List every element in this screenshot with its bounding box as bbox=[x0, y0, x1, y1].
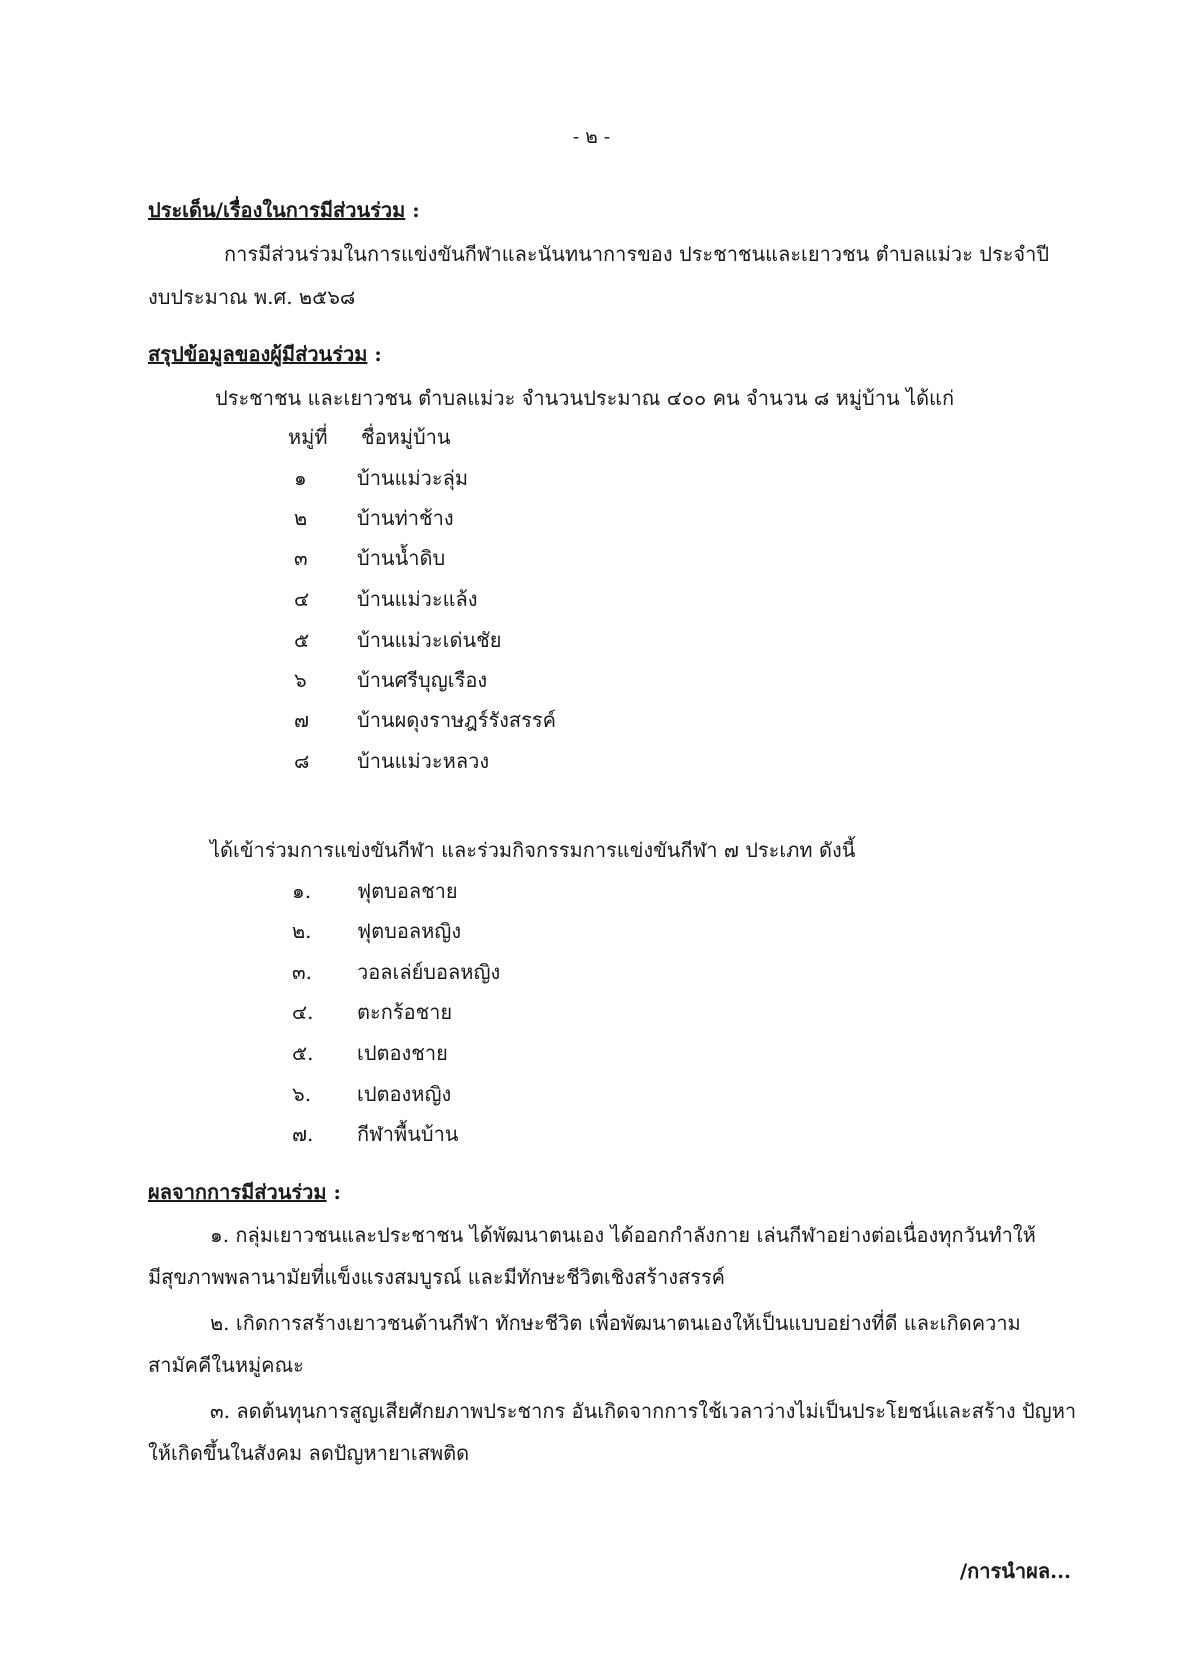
sport-no: ๔. bbox=[292, 1000, 314, 1024]
continuation-footer: /การนำผล... bbox=[959, 1559, 1071, 1583]
village-no: ๕ bbox=[294, 628, 310, 652]
result-item-line1: ๓. ลดต้นทุนการสูญเสียศักยภาพประชากร อันเกิดจากการใช้เวลาว่างไม่เป็นประโยชน์และสร้าง ปัญหา bbox=[210, 1399, 1077, 1423]
sports-intro: ได้เข้าร่วมการแข่งขันกีฬา และร่วมกิจกรรมการแข่งขันกีฬา ๗ ประเภท ดังนี้ bbox=[210, 838, 856, 862]
section2-heading-colon: : bbox=[367, 342, 382, 366]
sport-no: ๖. bbox=[292, 1082, 312, 1106]
sport-name: ฟุตบอลหญิง bbox=[357, 919, 462, 943]
village-name: บ้านผดุงราษฎร์รังสรรค์ bbox=[357, 708, 556, 732]
village-name: บ้านท่าช้าง bbox=[357, 506, 454, 530]
village-name: บ้านแม่วะลุ่ม bbox=[357, 466, 469, 490]
result-item-line1: ๑. กลุ่มเยาวชนและประชาชน ได้พัฒนาตนเอง ได้ออกกำลังกาย เล่นกีฬาอย่างต่อเนื่องทุกวันทำให้ bbox=[210, 1223, 1036, 1247]
village-no: ๗ bbox=[294, 708, 310, 732]
village-no: ๒ bbox=[294, 506, 308, 530]
sport-no: ๑. bbox=[292, 879, 312, 903]
section3-heading: ผลจากการมีส่วนร่วม bbox=[148, 1180, 327, 1204]
result-item-line2: สามัคคีในหมู่คณะ bbox=[148, 1353, 304, 1377]
village-col-name: ชื่อหมู่บ้าน bbox=[361, 425, 451, 449]
village-name: บ้านน้ำดิบ bbox=[357, 546, 446, 570]
village-no: ๓ bbox=[294, 546, 308, 570]
section1-line1: การมีส่วนร่วมในการแข่งขันกีฬาและนันทนาการของ ประชาชนและเยาวชน ตำบลแม่วะ ประจำปี bbox=[224, 242, 1050, 266]
section1-heading: ประเด็น/เรื่องในการมีส่วนร่วม bbox=[148, 198, 406, 222]
sport-name: กีฬาพื้นบ้าน bbox=[357, 1122, 459, 1146]
section3-heading-colon: : bbox=[326, 1180, 341, 1204]
village-name: บ้านแม่วะแล้ง bbox=[357, 587, 478, 611]
sport-name: วอลเล่ย์บอลหญิง bbox=[357, 960, 501, 984]
sport-name: ตะกร้อชาย bbox=[357, 1000, 453, 1024]
section2-intro: ประชาชน และเยาวชน ตำบลแม่วะ จำนวนประมาณ ๔๐๐ คน จำนวน ๘ หมู่บ้าน ได้แก่ bbox=[215, 386, 955, 410]
village-col-no: หมู่ที่ bbox=[288, 425, 328, 449]
section1-heading-row bbox=[148, 194, 420, 226]
result-item-line2: มีสุขภาพพลานามัยที่แข็งแรงสมบูรณ์ และมีทักษะชีวิตเชิงสร้างสรรค์ bbox=[148, 1265, 726, 1289]
sport-no: ๒. bbox=[292, 919, 312, 943]
village-no: ๘ bbox=[294, 749, 310, 773]
section2-heading-row bbox=[148, 338, 382, 370]
village-name: บ้านแม่วะหลวง bbox=[357, 749, 490, 773]
section3-heading-row bbox=[148, 1176, 341, 1208]
section1-line2: งบประมาณ พ.ศ. ๒๕๖๘ bbox=[148, 285, 356, 309]
village-no: ๔ bbox=[294, 587, 310, 611]
village-no: ๖ bbox=[294, 668, 307, 692]
section1-heading-colon: : bbox=[405, 198, 420, 222]
sport-name: เปตองชาย bbox=[357, 1041, 448, 1065]
sport-no: ๓. bbox=[292, 960, 313, 984]
sport-no: ๕. bbox=[292, 1041, 314, 1065]
result-item-line1: ๒. เกิดการสร้างเยาวชนด้านกีฬา ทักษะชีวิต เพื่อพัฒนาตนเองให้เป็นแบบอย่างที่ดี และเกิดความ bbox=[210, 1311, 1021, 1335]
village-name: บ้านศรีบุญเรือง bbox=[357, 668, 488, 692]
page-number: - ๒ - bbox=[572, 126, 611, 148]
sport-name: ฟุตบอลชาย bbox=[357, 879, 458, 903]
village-no: ๑ bbox=[294, 466, 307, 490]
sport-no: ๗. bbox=[292, 1122, 314, 1146]
sport-name: เปตองหญิง bbox=[357, 1082, 452, 1106]
village-name: บ้านแม่วะเด่นชัย bbox=[357, 628, 502, 652]
result-item-line2: ให้เกิดขึ้นในสังคม ลดปัญหายาเสพติด bbox=[148, 1441, 470, 1465]
section2-heading: สรุปข้อมูลของผู้มีส่วนร่วม bbox=[148, 342, 368, 366]
